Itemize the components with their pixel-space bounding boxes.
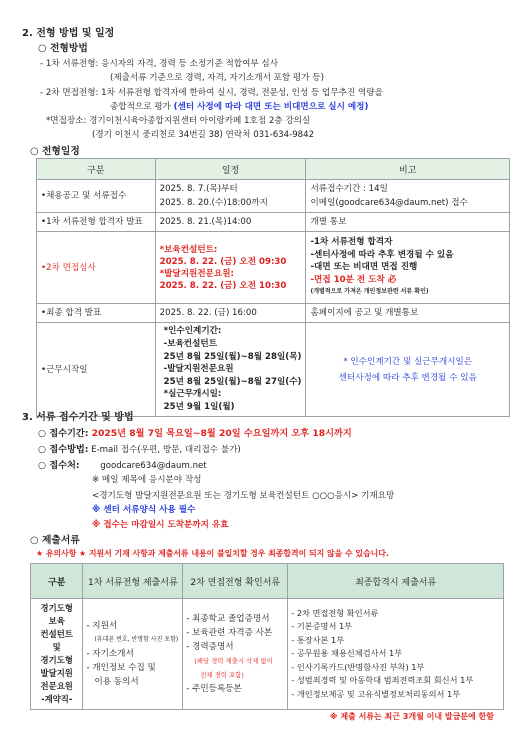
method-value: E-mail 접수(우편, 방문, 대리접수 불가) xyxy=(88,445,241,455)
note-line: -면접 10분 전 도착 必 xyxy=(310,274,397,285)
date-line: *실근무개시일: xyxy=(163,389,222,400)
doc-item: - 지원서 xyxy=(86,621,118,631)
note-line: * 인수인계기간 및 실근무개시일은 xyxy=(343,356,473,367)
method-heading: ○ 전형방법 xyxy=(38,43,88,54)
doc-item: - 기본증명서 1부 xyxy=(291,621,353,632)
docs-header-second: 2차 면접전형 확인서류 xyxy=(183,564,288,599)
note-format: <경기도형 발달지원전문요원 또는 경기도형 보육컨설턴트 ○○○응시> 기재요망 xyxy=(92,491,395,501)
date-line: 25년 8월 25일(월)~8월 27일(수) xyxy=(163,376,302,387)
schedule-heading: ○ 전형일정 xyxy=(30,146,80,157)
date-line: 2025. 8. 7.(목)부터 xyxy=(159,184,238,194)
category-line: 및 xyxy=(52,642,61,652)
method-line-2: - 2차 면접전형: 1차 서류전형 합격자에 한하여 실시, 경력, 전문성, 인성 등 업무추진 역량을 xyxy=(40,88,383,98)
date-line: 2025. 8. 22. (금) 오전 09:30 xyxy=(159,256,287,267)
footnote: ※ 제출 서류는 최근 3개월 이내 발급분에 한함 xyxy=(329,712,494,721)
row-date: 2025. 8. 21.(목)14:00 xyxy=(155,213,306,232)
method-line-2b xyxy=(110,100,368,112)
table-row xyxy=(31,599,504,710)
docs-category xyxy=(31,599,83,710)
period-value: 2025년 8월 7일 목요일~8월 20일 수요일까지 오후 18시까지 xyxy=(91,428,352,439)
row-date xyxy=(155,180,306,213)
interview-location: *면접장소: 경기이천시육아종합지원센터 아이랑카페 1호점 2층 강의실 xyxy=(46,116,311,126)
doc-item: - 개인정보 수집 및 xyxy=(86,663,156,673)
section-2-title: 2. 전형 방법 및 일정 xyxy=(22,28,115,39)
table-row xyxy=(37,304,510,323)
row-category: •2차 면접심사 xyxy=(37,232,156,304)
date-line: 25년 9월 1일(월) xyxy=(163,401,235,412)
date-line: *인수인계기간: xyxy=(163,326,222,337)
note-title: ※ 메일 제목에 응시분야 작성 xyxy=(92,475,202,485)
date-line: *발달지원전문요원: xyxy=(159,268,234,279)
note-form-required: ※ 센터 서류양식 사용 필수 xyxy=(92,505,196,515)
note-line: 센터사정에 따라 추후 변경될 수 있음 xyxy=(338,372,477,383)
row-note xyxy=(306,323,510,417)
row-date: 2025. 8. 22. (금) 16:00 xyxy=(155,304,306,323)
table-row xyxy=(37,232,510,304)
docs-header-first: 1차 서류전형 제출서류 xyxy=(83,564,183,599)
doc-item: - 인사기록카드(반명함사진 부착) 1부 xyxy=(291,661,425,672)
doc-item: - 개인정보제공 및 고유식별정보처리동의서 1부 xyxy=(291,688,461,699)
method-label: ○ 접수방법: xyxy=(38,444,89,455)
documents-table xyxy=(30,563,504,710)
period-label: ○ 접수기간: xyxy=(38,428,89,439)
note-deadline: ※ 접수는 마감일시 도착분까지 유효 xyxy=(92,520,229,530)
method-line-2b-text: 종합적으로 평가 xyxy=(110,102,174,112)
method-line-2b-note: (센터 사정에 따라 대면 또는 비대면으로 실시 예정) xyxy=(173,102,369,112)
table-row xyxy=(37,213,510,232)
row-date xyxy=(155,323,306,417)
category-line: -계약직- xyxy=(41,694,73,704)
table-row xyxy=(37,323,510,417)
method-line-1b: (제출서류 기준으로 경력, 자격, 자기소개서 포함 평가 등) xyxy=(110,73,324,83)
row-category: •1차 서류전형 합격자 발표 xyxy=(37,213,156,232)
period-row xyxy=(38,425,352,439)
interview-address: (경기 이천시 중리천로 34번길 38) 연락처 031-634-9842 xyxy=(92,130,315,140)
doc-item: - 자기소개서 xyxy=(86,649,134,659)
docs-header-category: 구분 xyxy=(31,564,83,599)
date-line: 25년 8월 25일(월)~8월 28일(목) xyxy=(163,351,302,362)
category-line: 컨설턴트 xyxy=(40,629,73,639)
docs-header-row xyxy=(31,564,504,599)
note-line: -대면 또는 비대면 면접 진행 xyxy=(310,262,418,273)
schedule-header-category: 구분 xyxy=(37,159,156,180)
table-row xyxy=(37,180,510,213)
doc-item: - 통장사본 1부 xyxy=(291,634,345,645)
date-line: *보육컨설턴트: xyxy=(159,244,218,255)
schedule-header-date: 일정 xyxy=(155,159,306,180)
docs-header-final: 최종합격시 제출서류 xyxy=(288,564,504,599)
method-row xyxy=(38,441,241,455)
doc-item: 이용 동의서 xyxy=(94,677,139,687)
note-line: 서류접수기간 : 14일 xyxy=(310,184,388,194)
doc-item-note: 전체 경력 포함) xyxy=(200,671,244,679)
docs-heading: ○ 제출서류 xyxy=(30,535,80,546)
method-line-1: - 1차 서류전형: 응시자의 자격, 경력 등 소정기준 적합여부 심사 xyxy=(40,59,279,69)
date-line: 2025. 8. 22. (금) 오전 10:30 xyxy=(159,280,287,291)
doc-item-note: (해당 경력 제출시 삭제 없이 xyxy=(194,657,273,665)
date-line: 2025. 8. 20.(수)18:00까지 xyxy=(159,198,268,208)
row-category: •최종 합격 발표 xyxy=(37,304,156,323)
doc-item: - 2차 면접전형 확인서류 xyxy=(291,607,379,618)
schedule-header-note: 비고 xyxy=(306,159,510,180)
note-line: -센터사정에 따라 추후 변경될 수 있음 xyxy=(310,249,454,260)
doc-item-note: (휴대폰 번호, 반명함 사진 포함) xyxy=(94,636,179,643)
row-note xyxy=(306,180,510,213)
row-date xyxy=(155,232,306,304)
email-address: goodcare634@daum.net xyxy=(100,461,207,471)
note-line: 이메일(goodcare634@daum.net) 접수 xyxy=(310,198,468,208)
warning-text: ★ 유의사항 ★ 지원서 기재 사항과 제출서류 내용이 불일치할 경우 최종합격이 되지 않을 수 있습니다. xyxy=(36,549,389,558)
row-note: 개별 통보 xyxy=(306,213,510,232)
row-note xyxy=(306,232,510,304)
note-line: (개별적으로 가져온 개인정보관련 서류 확인) xyxy=(310,288,429,296)
doc-item: - 주민등록등본 xyxy=(186,684,242,694)
date-line: -보육컨설턴트 xyxy=(163,339,218,350)
category-line: 보육 xyxy=(48,616,65,626)
doc-item: - 성범죄경력 및 아동학대 범죄전력조회 회신서 1부 xyxy=(291,675,474,686)
docs-second-round xyxy=(183,599,288,710)
category-line: 전문요원 xyxy=(40,681,73,691)
doc-item: - 보육관련 자격증 사본 xyxy=(186,628,273,638)
category-line: 경기도형 xyxy=(40,655,73,665)
note-line: -1차 서류전형 합격자 xyxy=(310,237,393,248)
category-line: 발달지원 xyxy=(40,668,73,678)
section-3-title: 3. 서류 접수기간 및 방법 xyxy=(22,412,134,423)
row-category: •근무시작일 xyxy=(37,323,156,417)
schedule-header-row xyxy=(37,159,510,180)
docs-first-round xyxy=(83,599,183,710)
doc-item: - 공무원용 채용신체검사서 1부 xyxy=(291,648,403,659)
docs-final xyxy=(288,599,504,710)
row-note: 홈페이지에 공고 및 개별통보 xyxy=(306,304,510,323)
doc-item: - 최종학교 졸업증명서 xyxy=(186,614,270,624)
row-category: •채용공고 및 서류접수 xyxy=(37,180,156,213)
date-line: -발달지원전문요원 xyxy=(163,364,234,375)
schedule-table xyxy=(36,158,510,417)
where-row xyxy=(38,457,207,471)
where-label: ○ 접수처: xyxy=(38,460,80,471)
category-line: 경기도형 xyxy=(40,603,73,613)
doc-item: - 경력증명서 xyxy=(186,642,234,652)
